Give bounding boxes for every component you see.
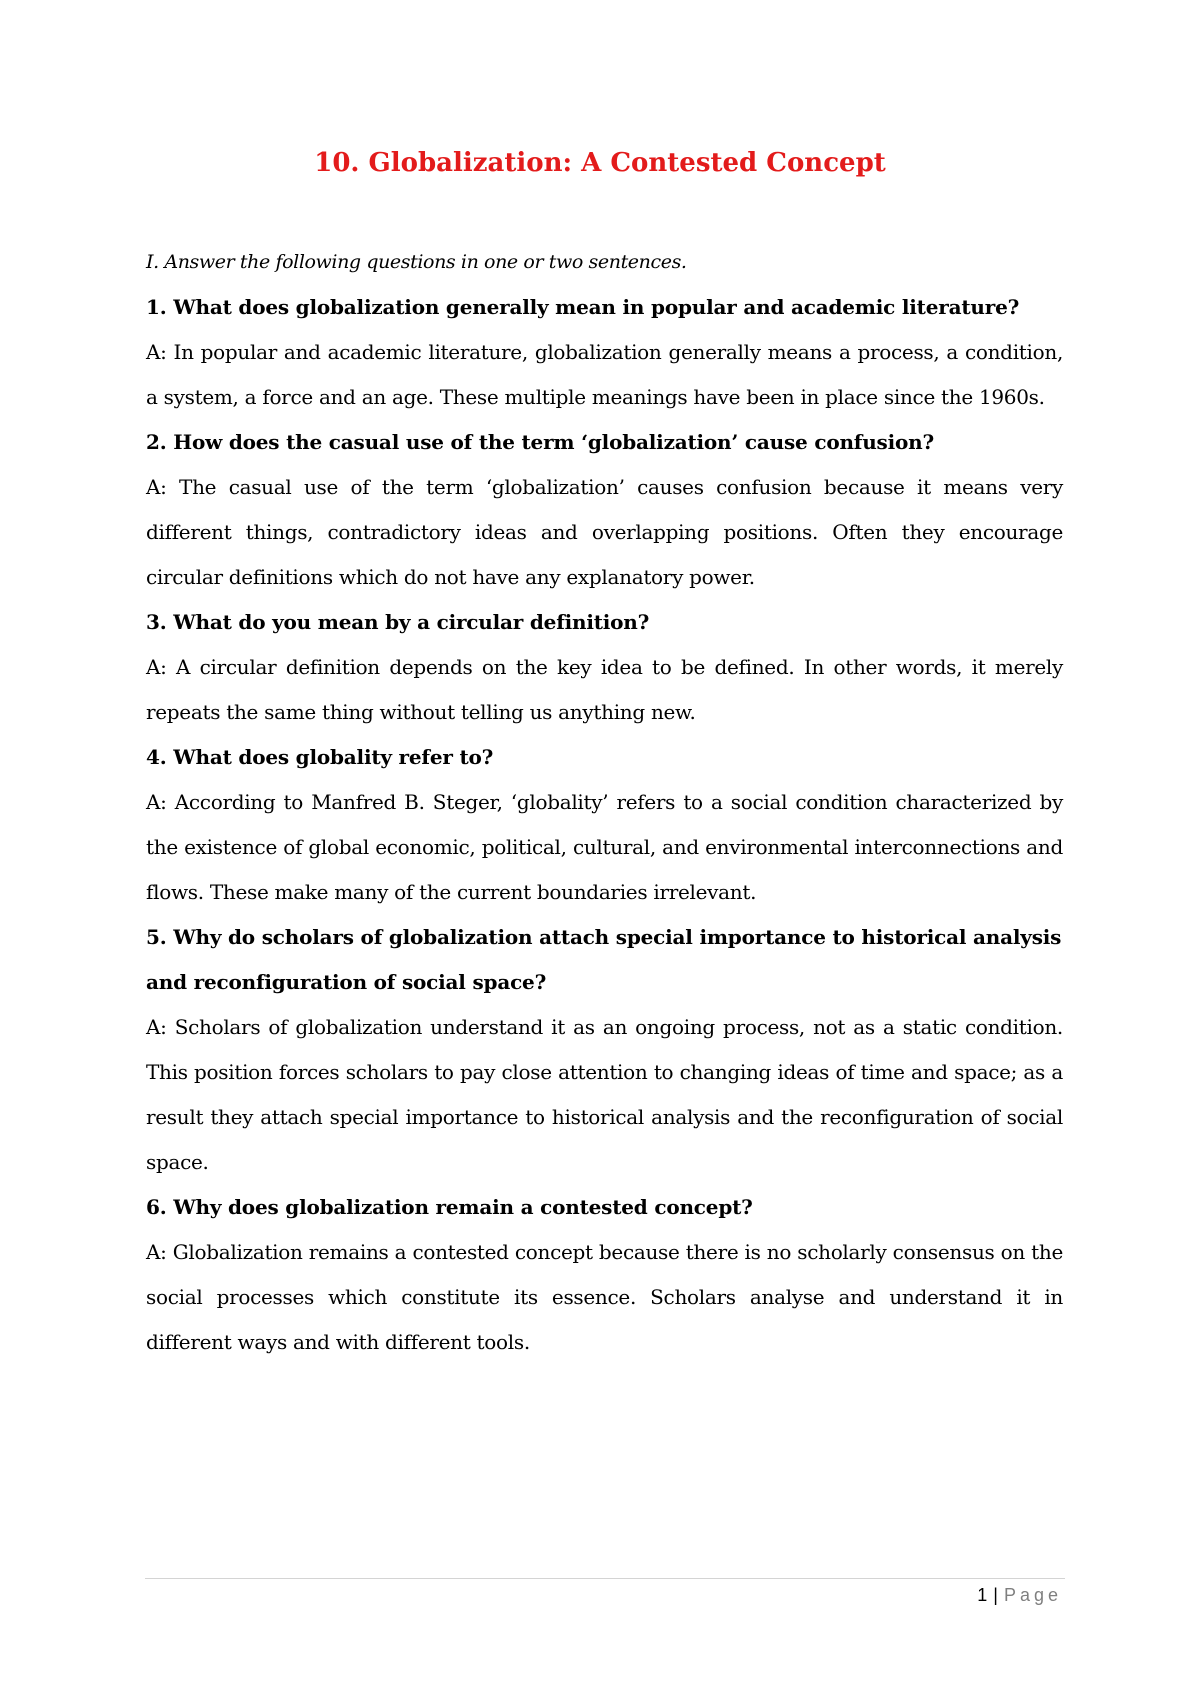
answer-1: A: In popular and academic literature, globalization generally means a process, a condition, a system, a force and an age. These multiple meanings have been in place since the 1960s.	[146, 340, 1063, 409]
question-6: 6. Why does globalization remain a contested concept?	[146, 1195, 753, 1219]
question-3: 3. What do you mean by a circular definition?	[146, 610, 650, 634]
answer-5: A: Scholars of globalization understand it as an ongoing process, not as a static condition. This position forces scholars to pay close attention to changing ideas of time and space; as a result they attach special importance to historical analysis and the reconfiguration of social space.	[146, 1015, 1063, 1174]
answer-2: A: The casual use of the term ‘globalization’ causes confusion because it means very different things, contradictory ideas and overlapping positions. Often they encourage circular definitions which do not have any explanatory power.	[146, 475, 1063, 589]
page-label: Page	[1003, 1585, 1062, 1605]
answer-3: A: A circular definition depends on the key idea to be defined. In other words, it merely repeats the same thing without telling us anything new.	[146, 655, 1063, 724]
qa-item	[146, 420, 1063, 600]
instruction-text: I. Answer the following questions in one or two sentences.	[146, 251, 687, 273]
qa-item	[146, 735, 1063, 915]
qa-item	[146, 915, 1063, 1185]
page-footer	[977, 1585, 1062, 1606]
footer-divider	[145, 1578, 1065, 1579]
footer-separator: |	[993, 1585, 998, 1605]
qa-item	[146, 1185, 1063, 1365]
question-1: 1. What does globalization generally mean in popular and academic literature?	[146, 295, 1020, 319]
document-title: 10. Globalization: A Contested Concept	[314, 148, 886, 178]
question-2: 2. How does the casual use of the term ‘globalization’ cause confusion?	[146, 430, 935, 454]
page-number: 1	[977, 1585, 988, 1605]
question-5: 5. Why do scholars of globalization attach special importance to historical analysis and reconfiguration of social space?	[146, 925, 1062, 994]
document-body	[146, 240, 1063, 1365]
answer-6: A: Globalization remains a contested concept because there is no scholarly consensus on the social processes which constitute its essence. Scholars analyse and understand it in different ways and with different tools.	[146, 1240, 1063, 1354]
answer-4: A: According to Manfred B. Steger, ‘globality’ refers to a social condition characterized by the existence of global economic, political, cultural, and environmental interconnections and flows. These make many of the current boundaries irrelevant.	[146, 790, 1063, 904]
question-4: 4. What does globality refer to?	[146, 745, 494, 769]
qa-item	[146, 600, 1063, 735]
qa-item	[146, 285, 1063, 420]
